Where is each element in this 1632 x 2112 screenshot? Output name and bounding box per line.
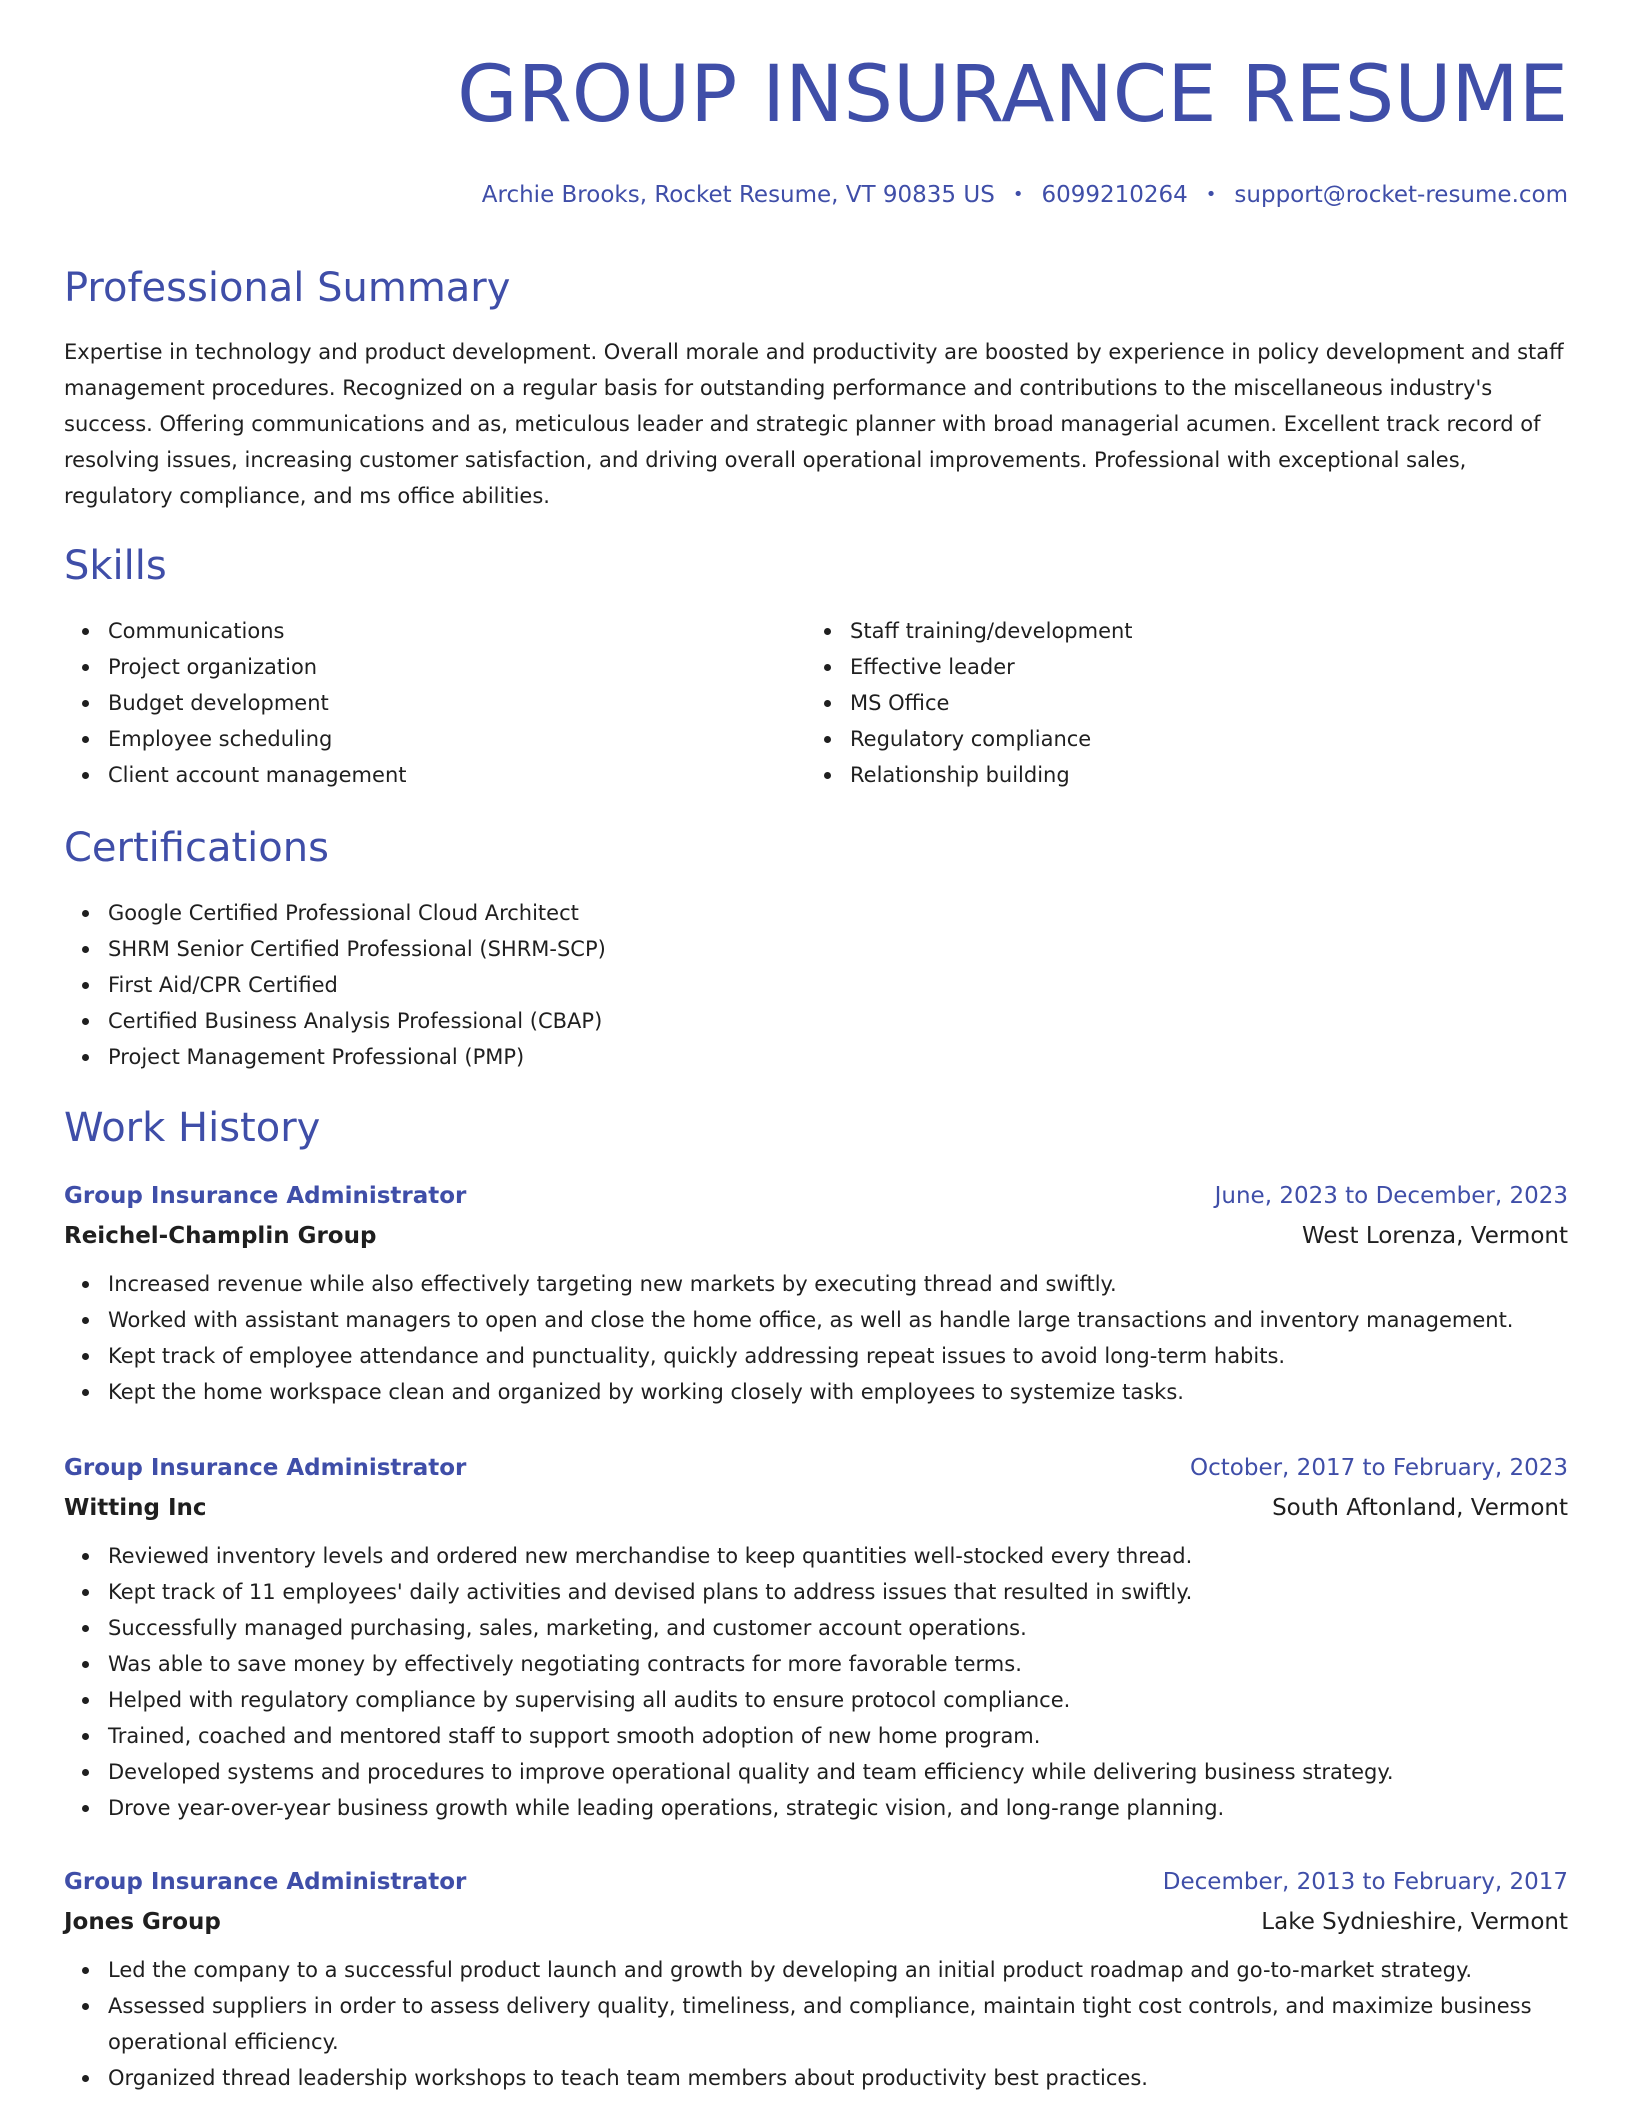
job-dates: October, 2017 to February, 2023: [1190, 1455, 1568, 1481]
job-duty: Led the company to a successful product launch and growth by developing an initial product roadmap and go-to-market strategy.: [64, 1952, 1568, 1988]
skills-column-left: [64, 613, 406, 793]
job-company: Witting Inc: [64, 1495, 207, 1521]
skills-column-right: [806, 613, 1133, 793]
job-title: Group Insurance Administrator: [64, 1869, 467, 1895]
skills-list-left: [64, 613, 406, 793]
job-location: South Aftonland, Vermont: [1272, 1495, 1568, 1521]
skill-item: Project organization: [64, 649, 406, 685]
job-title: Group Insurance Administrator: [64, 1455, 467, 1481]
job-header-row: [64, 1862, 1568, 1902]
summary-heading: Professional Summary: [64, 265, 511, 311]
job-duty: Helped with regulatory compliance by supervising all audits to ensure protocol compliance.: [64, 1682, 1568, 1718]
skill-item: Staff training/development: [806, 613, 1133, 649]
contact-separator: •: [1012, 184, 1024, 205]
contact-phone: 6099210264: [1041, 182, 1188, 208]
job-company-row: [64, 1488, 1568, 1528]
job-duty: Trained, coached and mentored staff to support smooth adoption of new home program.: [64, 1718, 1568, 1754]
certifications-list: [64, 895, 606, 1075]
job-header-row: [64, 1176, 1568, 1216]
job-duty: Reviewed inventory levels and ordered new merchandise to keep quantities well-stocked every thread.: [64, 1538, 1568, 1574]
job-duties-list: [64, 1952, 1568, 2096]
job-dates: December, 2013 to February, 2017: [1162, 1869, 1568, 1895]
skill-item: MS Office: [806, 685, 1133, 721]
certification-item: Project Management Professional (PMP): [64, 1039, 606, 1075]
job-header-row: [64, 1448, 1568, 1488]
job-duty: Increased revenue while also effectively targeting new markets by executing thread and swiftly.: [64, 1266, 1568, 1302]
job-duty: Was able to save money by effectively negotiating contracts for more favorable terms.: [64, 1646, 1568, 1682]
job-duty: Kept track of employee attendance and punctuality, quickly addressing repeat issues to avoid long-term habits.: [64, 1338, 1568, 1374]
job-duty: Assessed suppliers in order to assess delivery quality, timeliness, and compliance, maintain tight cost controls, and maximize business operational efficiency.: [64, 1988, 1568, 2060]
certification-item: First Aid/CPR Certified: [64, 967, 606, 1003]
job-duty: Kept track of 11 employees' daily activities and devised plans to address issues that resulted in swiftly.: [64, 1574, 1568, 1610]
job-duties-list: [64, 1538, 1568, 1826]
job-company-row: [64, 1902, 1568, 1942]
skill-item: Client account management: [64, 757, 406, 793]
skill-item: Communications: [64, 613, 406, 649]
job-location: Lake Sydnieshire, Vermont: [1261, 1909, 1568, 1935]
skills-list-right: [806, 613, 1133, 793]
job-duties-list: [64, 1266, 1568, 1410]
job-duty: Kept the home workspace clean and organized by working closely with employees to systemize tasks.: [64, 1374, 1568, 1410]
contact-line: [482, 184, 1568, 207]
job-company: Jones Group: [64, 1909, 221, 1935]
certification-item: SHRM Senior Certified Professional (SHRM-SCP): [64, 931, 606, 967]
resume-title: GROUP INSURANCE RESUME: [457, 50, 1568, 140]
contact-email: support@rocket-resume.com: [1234, 182, 1568, 208]
job-entry: [64, 1448, 1568, 1826]
job-duty: Worked with assistant managers to open and close the home office, as well as handle large transactions and inventory management.: [64, 1302, 1568, 1338]
job-title: Group Insurance Administrator: [64, 1183, 467, 1209]
job-entry: [64, 1176, 1568, 1410]
skill-item: Employee scheduling: [64, 721, 406, 757]
job-duty: Developed systems and procedures to improve operational quality and team efficiency while delivering business strategy.: [64, 1754, 1568, 1790]
certifications-heading: Certifications: [64, 825, 329, 871]
job-entry: [64, 1862, 1568, 2096]
contact-address: Archie Brooks, Rocket Resume, VT 90835 US: [481, 182, 995, 208]
job-company-row: [64, 1216, 1568, 1256]
certifications-list-wrap: [64, 895, 606, 1075]
skill-item: Effective leader: [806, 649, 1133, 685]
job-duty: Organized thread leadership workshops to teach team members about productivity best practices.: [64, 2060, 1568, 2096]
skills-heading: Skills: [64, 543, 167, 589]
job-company: Reichel-Champlin Group: [64, 1223, 377, 1249]
summary-text: Expertise in technology and product development. Overall morale and productivity are boosted by experience in policy development and staff management procedures. Recognized on a regular basis for outstanding performance and contributions to the miscellaneous industry's success. Offering communications and as, meticulous leader and strategic planner with broad managerial acumen. Excellent track record of resolving issues, increasing customer satisfaction, and driving overall operational improvements. Professional with exceptional sales, regulatory compliance, and ms office abilities.: [64, 340, 1564, 508]
skill-item: Relationship building: [806, 757, 1133, 793]
job-duty: Successfully managed purchasing, sales, marketing, and customer account operations.: [64, 1610, 1568, 1646]
work-history-heading: Work History: [64, 1105, 321, 1151]
skill-item: Budget development: [64, 685, 406, 721]
job-duty: Drove year-over-year business growth while leading operations, strategic vision, and long-range planning.: [64, 1790, 1568, 1826]
certification-item: Certified Business Analysis Professional (CBAP): [64, 1003, 606, 1039]
certification-item: Google Certified Professional Cloud Architect: [64, 895, 606, 931]
job-location: West Lorenza, Vermont: [1301, 1223, 1568, 1249]
skill-item: Regulatory compliance: [806, 721, 1133, 757]
contact-separator: •: [1205, 184, 1217, 205]
job-dates: June, 2023 to December, 2023: [1214, 1183, 1568, 1209]
